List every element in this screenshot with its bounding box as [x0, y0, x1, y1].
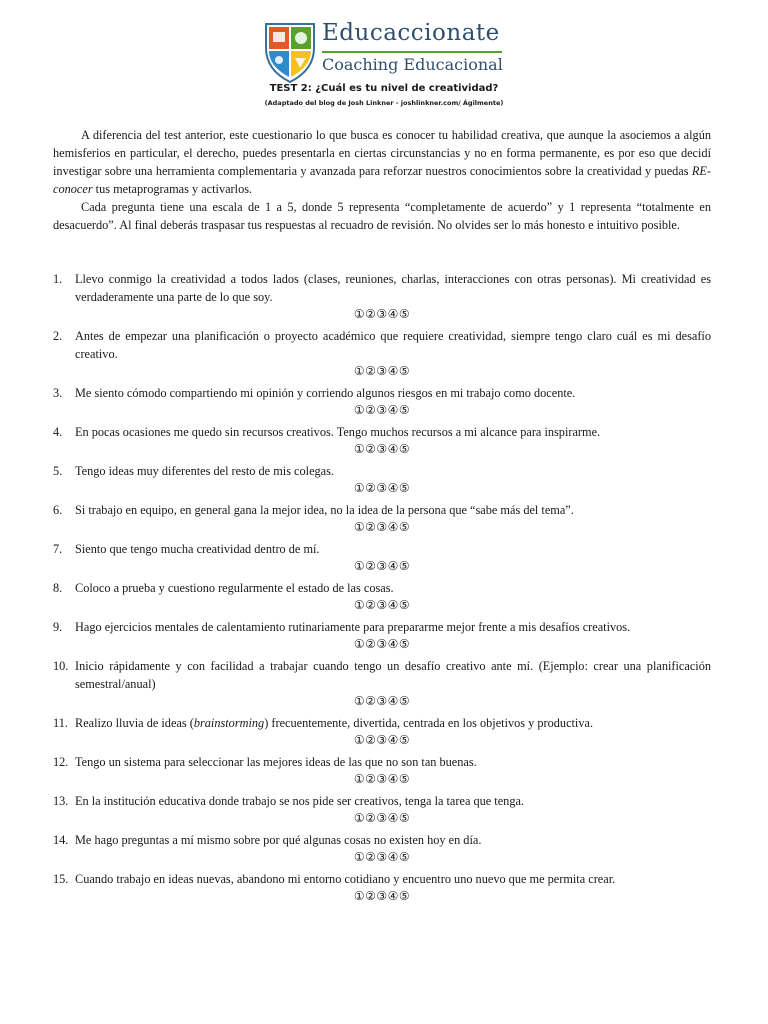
rating-option-5[interactable]: ⑤ [398, 811, 411, 825]
question-text: Tengo un sistema para seleccionar las mejores ideas de las que no son tan buenas. [75, 755, 477, 769]
question-number: 14. [53, 833, 69, 847]
question-item [53, 384, 711, 419]
rating-option-2[interactable]: ② [365, 850, 377, 864]
question-item [53, 714, 711, 749]
question-text: Me hago preguntas a mí mismo sobre por qué algunas cosas no existen hoy en día. [75, 833, 482, 847]
rating-option-4[interactable]: ④ [387, 520, 399, 534]
rating-option-5[interactable]: ⑤ [398, 403, 411, 417]
question-item [53, 792, 711, 827]
rating-scale [75, 402, 711, 419]
rating-option-5[interactable]: ⑤ [398, 694, 411, 708]
rating-option-2[interactable]: ② [365, 520, 377, 534]
rating-option-4[interactable]: ④ [387, 637, 399, 651]
question-text: Coloco a prueba y cuestiono regularmente el estado de las cosas. [75, 581, 394, 595]
question-text: Tengo ideas muy diferentes del resto de mis colegas. [75, 464, 335, 478]
rating-scale [75, 636, 711, 653]
rating-scale [75, 732, 711, 749]
rating-option-3[interactable]: ③ [376, 772, 388, 786]
test-subtitle: (Adaptado del blog de Josh Linkner - joshlinkner.com/ Ágilmente) [264, 99, 504, 107]
rating-option-4[interactable]: ④ [387, 694, 399, 708]
question-text: Antes de empezar una planificación o proyecto académico que requiere creatividad, siempre tengo claro cuál es mi desafío creativo. [75, 329, 711, 361]
rating-option-4[interactable]: ④ [387, 403, 399, 417]
rating-option-2[interactable]: ② [365, 307, 377, 321]
rating-option-2[interactable]: ② [365, 637, 377, 651]
rating-option-4[interactable]: ④ [387, 442, 399, 456]
question-number: 11. [53, 716, 68, 730]
rating-option-5[interactable]: ⑤ [398, 481, 411, 495]
question-number: 1. [53, 272, 63, 286]
rating-option-2[interactable]: ② [365, 403, 377, 417]
rating-option-5[interactable]: ⑤ [398, 733, 411, 747]
question-number: 3. [53, 386, 63, 400]
rating-option-3[interactable]: ③ [376, 307, 388, 321]
rating-option-3[interactable]: ③ [376, 637, 388, 651]
rating-option-1[interactable]: ① [353, 520, 366, 534]
rating-option-1[interactable]: ① [353, 850, 366, 864]
brand-title: Educaccionate [322, 20, 500, 46]
rating-option-4[interactable]: ④ [387, 733, 399, 747]
document-header [0, 18, 768, 84]
rating-option-4[interactable]: ④ [387, 811, 399, 825]
shield-logo-icon [262, 18, 318, 84]
rating-option-1[interactable]: ① [353, 403, 366, 417]
question-item [53, 270, 711, 323]
rating-option-1[interactable]: ① [353, 307, 366, 321]
question-emphasis: brainstorming [193, 716, 265, 730]
rating-scale [75, 480, 711, 497]
rating-option-5[interactable]: ⑤ [398, 364, 411, 378]
question-number: 4. [53, 425, 63, 439]
question-item [53, 327, 711, 380]
rating-option-5[interactable]: ⑤ [398, 772, 411, 786]
rating-scale [75, 849, 711, 866]
rating-option-1[interactable]: ① [353, 811, 366, 825]
rating-option-3[interactable]: ③ [376, 442, 388, 456]
rating-scale [75, 306, 711, 323]
rating-option-1[interactable]: ① [353, 442, 366, 456]
rating-option-1[interactable]: ① [353, 694, 366, 708]
rating-option-3[interactable]: ③ [376, 811, 388, 825]
question-item [53, 870, 711, 905]
rating-option-1[interactable]: ① [353, 733, 366, 747]
rating-option-2[interactable]: ② [365, 772, 377, 786]
rating-option-3[interactable]: ③ [376, 481, 388, 495]
rating-option-3[interactable]: ③ [376, 694, 388, 708]
rating-scale [75, 693, 711, 710]
rating-option-2[interactable]: ② [365, 598, 377, 612]
question-text: En pocas ocasiones me quedo sin recursos creativos. Tengo muchos recursos a mi alcance para inspirarme. [75, 425, 601, 439]
rating-option-5[interactable]: ⑤ [398, 598, 411, 612]
rating-scale [75, 441, 711, 458]
rating-option-2[interactable]: ② [365, 481, 377, 495]
intro-emphasis: RE-conocer [53, 164, 711, 196]
rating-option-3[interactable]: ③ [376, 364, 388, 378]
question-item [53, 831, 711, 866]
question-number: 12. [53, 755, 69, 769]
rating-option-1[interactable]: ① [353, 889, 366, 903]
rating-option-2[interactable]: ② [365, 889, 377, 903]
rating-option-2[interactable]: ② [365, 733, 377, 747]
rating-option-1[interactable]: ① [353, 772, 366, 786]
brand-subtitle: Coaching Educacional [322, 55, 503, 74]
question-item [53, 501, 711, 536]
rating-scale [75, 888, 711, 905]
rating-option-5[interactable]: ⑤ [398, 559, 411, 573]
rating-option-3[interactable]: ③ [376, 520, 388, 534]
rating-option-4[interactable]: ④ [387, 481, 399, 495]
question-number: 9. [53, 620, 63, 634]
rating-option-3[interactable]: ③ [376, 559, 388, 573]
rating-option-5[interactable]: ⑤ [398, 637, 411, 651]
question-list [53, 270, 711, 909]
question-text: Realizo lluvia de ideas (brainstorming) frecuentemente, divertida, centrada en los objetivos y productiva. [75, 716, 594, 730]
rating-option-1[interactable]: ① [353, 364, 366, 378]
intro-section [53, 126, 711, 234]
question-number: 8. [53, 581, 63, 595]
rating-option-5[interactable]: ⑤ [398, 442, 411, 456]
test-title: TEST 2: ¿Cuál es tu nivel de creatividad? [269, 83, 499, 94]
rating-option-2[interactable]: ② [365, 694, 377, 708]
rating-option-4[interactable]: ④ [387, 598, 399, 612]
question-number: 13. [53, 794, 69, 808]
rating-option-1[interactable]: ① [353, 598, 366, 612]
brand-divider [322, 51, 502, 53]
rating-option-4[interactable]: ④ [387, 307, 399, 321]
question-item [53, 657, 711, 710]
question-item [53, 540, 711, 575]
rating-scale [75, 810, 711, 827]
question-text: Cuando trabajo en ideas nuevas, abandono mi entorno cotidiano y encuentro uno nuevo que me permita crear. [75, 872, 616, 886]
question-number: 6. [53, 503, 63, 517]
intro-paragraph-2: Cada pregunta tiene una escala de 1 a 5, donde 5 representa “completamente de acuerdo” y 1 representa “totalmente en desacuerdo”. Al final deberás traspasar tus respuestas al recuadro de revisión. No olvides ser lo más honesto e intuitivo posible. [53, 200, 711, 232]
rating-option-4[interactable]: ④ [387, 850, 399, 864]
rating-scale [75, 771, 711, 788]
rating-option-4[interactable]: ④ [387, 364, 399, 378]
question-number: 2. [53, 329, 63, 343]
rating-option-2[interactable]: ② [365, 811, 377, 825]
rating-option-5[interactable]: ⑤ [398, 889, 411, 903]
question-item [53, 423, 711, 458]
question-number: 10. [53, 659, 69, 673]
question-number: 15. [53, 872, 69, 886]
rating-option-1[interactable]: ① [353, 637, 366, 651]
question-item [53, 462, 711, 497]
rating-option-5[interactable]: ⑤ [398, 850, 411, 864]
question-text: Hago ejercicios mentales de calentamiento rutinariamente para prepararme mejor frente a mis desafíos creativos. [75, 620, 631, 634]
rating-option-2[interactable]: ② [365, 442, 377, 456]
question-text: En la institución educativa donde trabajo se nos pide ser creativos, tenga la tarea que tenga. [75, 794, 525, 808]
rating-option-3[interactable]: ③ [376, 733, 388, 747]
rating-option-3[interactable]: ③ [376, 850, 388, 864]
rating-scale [75, 519, 711, 536]
rating-scale [75, 558, 711, 575]
question-text: Siento que tengo mucha creatividad dentro de mí. [75, 542, 320, 556]
question-number: 5. [53, 464, 63, 478]
rating-option-3[interactable]: ③ [376, 403, 388, 417]
question-number: 7. [53, 542, 63, 556]
question-text: Me siento cómodo compartiendo mi opinión y corriendo algunos riesgos en mi trabajo como docente. [75, 386, 576, 400]
rating-option-1[interactable]: ① [353, 481, 366, 495]
rating-scale [75, 597, 711, 614]
question-item [53, 753, 711, 788]
rating-option-4[interactable]: ④ [387, 889, 399, 903]
rating-option-5[interactable]: ⑤ [398, 307, 411, 321]
rating-option-5[interactable]: ⑤ [398, 520, 411, 534]
rating-option-4[interactable]: ④ [387, 772, 399, 786]
question-item [53, 579, 711, 614]
intro-paragraph-1: A diferencia del test anterior, este cuestionario lo que busca es conocer tu habilidad creativa, que aunque la asociemos a algún hemisferios en particular, el derecho, puedes presentarla en ciertas circunstancias y no en forma permanente, es por eso que decidí investigar sobre una herramienta complementaria y avanzada para reforzar nuestros conocimientos sobre la creatividad y puedas RE-conocer tus metaprogramas y activarlos. [53, 128, 711, 196]
rating-option-2[interactable]: ② [365, 364, 377, 378]
rating-option-4[interactable]: ④ [387, 559, 399, 573]
rating-option-3[interactable]: ③ [376, 598, 388, 612]
question-text: Si trabajo en equipo, en general gana la mejor idea, no la idea de la persona que “sabe más del tema”. [75, 503, 574, 517]
question-text: Llevo conmigo la creatividad a todos lados (clases, reuniones, charlas, interacciones con otras personas). Mi creatividad es verdaderamente una parte de lo que soy. [75, 272, 711, 304]
question-text: Inicio rápidamente y con facilidad a trabajar cuando tengo un desafío creativo ante mí. (Ejemplo: crear una planificación semestral/anual) [75, 659, 711, 691]
rating-option-1[interactable]: ① [353, 559, 366, 573]
question-item [53, 618, 711, 653]
rating-option-3[interactable]: ③ [376, 889, 388, 903]
rating-scale [75, 363, 711, 380]
rating-option-2[interactable]: ② [365, 559, 377, 573]
